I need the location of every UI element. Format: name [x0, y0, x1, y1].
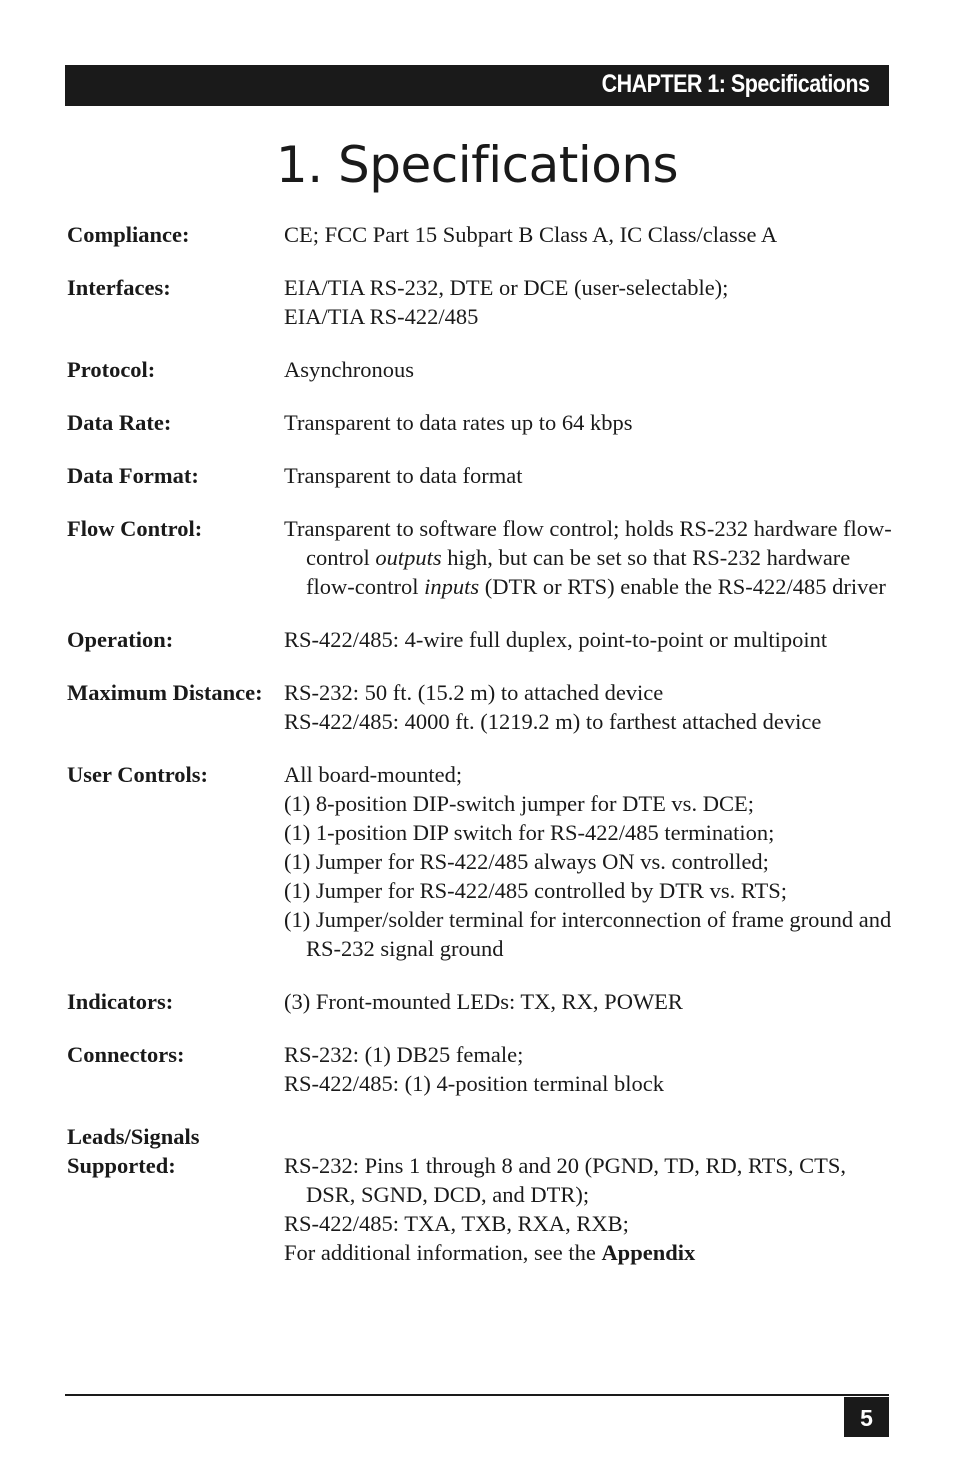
- chapter-heading: CHAPTER 1: Specifications: [601, 70, 869, 98]
- spec-row: [67, 760, 897, 963]
- spec-value-line: [284, 408, 897, 437]
- spec-row: [67, 678, 897, 736]
- text-run: EIA/TIA RS-232, DTE or DCE (user-selectable);: [284, 275, 729, 300]
- footer-rule: [65, 1394, 889, 1396]
- spec-value: [284, 1122, 897, 1267]
- text-run: RS-232: Pins 1 through 8 and 20 (PGND, TD, RD, RTS, CTS, DSR, SGND, DCD, and DTR);: [284, 1153, 847, 1207]
- spec-row: [67, 1122, 897, 1267]
- text-run: For additional information, see the: [284, 1240, 602, 1265]
- spec-row: [67, 408, 897, 437]
- spec-value-line: [284, 847, 897, 876]
- spec-row: [67, 355, 897, 384]
- text-run: (1) Jumper for RS-422/485 always ON vs. controlled;: [284, 849, 769, 874]
- spec-label: Flow Control:: [67, 516, 203, 541]
- spec-value-line: [284, 1238, 897, 1267]
- text-run: RS-422/485: TXA, TXB, RXA, RXB;: [284, 1211, 629, 1236]
- spec-value-line: [284, 625, 897, 654]
- spec-value: [284, 514, 897, 601]
- text-run: (DTR or RTS) enable the RS-422/485 driver: [479, 574, 886, 599]
- spec-value: [284, 625, 897, 654]
- spec-label: Data Rate:: [67, 410, 172, 435]
- spec-value-line: [284, 514, 897, 601]
- spec-row: [67, 273, 897, 331]
- text-run: Asynchronous: [284, 357, 414, 382]
- spec-label: Compliance:: [67, 222, 190, 247]
- text-run: high, but can be set so that RS-232 hardware flow-control: [306, 545, 851, 599]
- text-run: RS-232: (1) DB25 female;: [284, 1042, 524, 1067]
- spec-value: [284, 1040, 897, 1098]
- spec-value-line: [284, 1040, 897, 1069]
- text-run: (1) 1-position DIP switch for RS-422/485 termination;: [284, 820, 775, 845]
- spec-row: [67, 987, 897, 1016]
- spec-value-line: [284, 1151, 897, 1209]
- spec-value-line: [284, 220, 897, 249]
- spec-label: Connectors:: [67, 1042, 185, 1067]
- text-run: (1) 8-position DIP-switch jumper for DTE vs. DCE;: [284, 791, 754, 816]
- spec-value-line: [284, 905, 897, 963]
- text-run: RS-422/485: 4000 ft. (1219.2 m) to farthest attached device: [284, 709, 822, 734]
- spec-value-line: [284, 987, 897, 1016]
- spec-label: Operation:: [67, 627, 174, 652]
- spec-value: [284, 760, 897, 963]
- spec-label: Interfaces:: [67, 275, 171, 300]
- text-run: RS-422/485: 4-wire full duplex, point-to-point or multipoint: [284, 627, 828, 652]
- spec-value-line: [284, 302, 897, 331]
- spec-value-line: [284, 273, 897, 302]
- spec-label: Indicators:: [67, 989, 174, 1014]
- text-run: Transparent to data format: [284, 463, 523, 488]
- spec-value: [284, 220, 897, 249]
- spec-label: Leads/Signals Supported:: [67, 1124, 200, 1178]
- spec-value: [284, 678, 897, 736]
- spec-value-line: [284, 355, 897, 384]
- spec-value: [284, 461, 897, 490]
- spec-value-line: [284, 1069, 897, 1098]
- spec-value-line: [284, 707, 897, 736]
- spec-label: Data Format:: [67, 463, 199, 488]
- text-run: (3) Front-mounted LEDs: TX, RX, POWER: [284, 989, 683, 1014]
- text-run: (1) Jumper/solder terminal for interconnection of frame ground and RS-232 signal ground: [284, 907, 892, 961]
- text-run: Transparent to data rates up to 64 kbps: [284, 410, 633, 435]
- spec-label: Protocol:: [67, 357, 156, 382]
- spec-value-line: [284, 818, 897, 847]
- spec-row: [67, 461, 897, 490]
- page-number: 5: [844, 1397, 889, 1437]
- emphasis-text: outputs: [375, 545, 442, 570]
- text-run: EIA/TIA RS-422/485: [284, 304, 479, 329]
- spec-value-line: [284, 678, 897, 707]
- spec-row: [67, 625, 897, 654]
- emphasis-text: inputs: [424, 574, 480, 599]
- text-run: All board-mounted;: [284, 762, 463, 787]
- chapter-header-bar: [65, 65, 889, 106]
- spec-row: [67, 220, 897, 249]
- spec-value-line: [284, 760, 897, 789]
- specifications-list: [67, 220, 897, 1267]
- bold-reference: Appendix: [601, 1240, 696, 1265]
- text-run: (1) Jumper for RS-422/485 controlled by DTR vs. RTS;: [284, 878, 787, 903]
- spec-value: [284, 408, 897, 437]
- spec-row: [67, 1040, 897, 1098]
- spec-value: [284, 273, 897, 331]
- spec-value-line: [284, 789, 897, 818]
- spec-label: Maximum Distance:: [67, 680, 263, 705]
- page-title: 1. Specifications: [275, 136, 679, 194]
- text-run: Transparent to software flow control; holds RS-232 hardware flow-control: [284, 516, 892, 570]
- spec-value: [284, 355, 897, 384]
- spec-label: User Controls:: [67, 762, 209, 787]
- spec-value: [284, 987, 897, 1016]
- text-run: RS-422/485: (1) 4-position terminal block: [284, 1071, 664, 1096]
- text-run: CE; FCC Part 15 Subpart B Class A, IC Class/classe A: [284, 222, 778, 247]
- spec-value-line: [284, 876, 897, 905]
- spec-row: [67, 514, 897, 601]
- spec-value-line: [284, 1209, 897, 1238]
- text-run: RS-232: 50 ft. (15.2 m) to attached device: [284, 680, 664, 705]
- spec-value-line: [284, 461, 897, 490]
